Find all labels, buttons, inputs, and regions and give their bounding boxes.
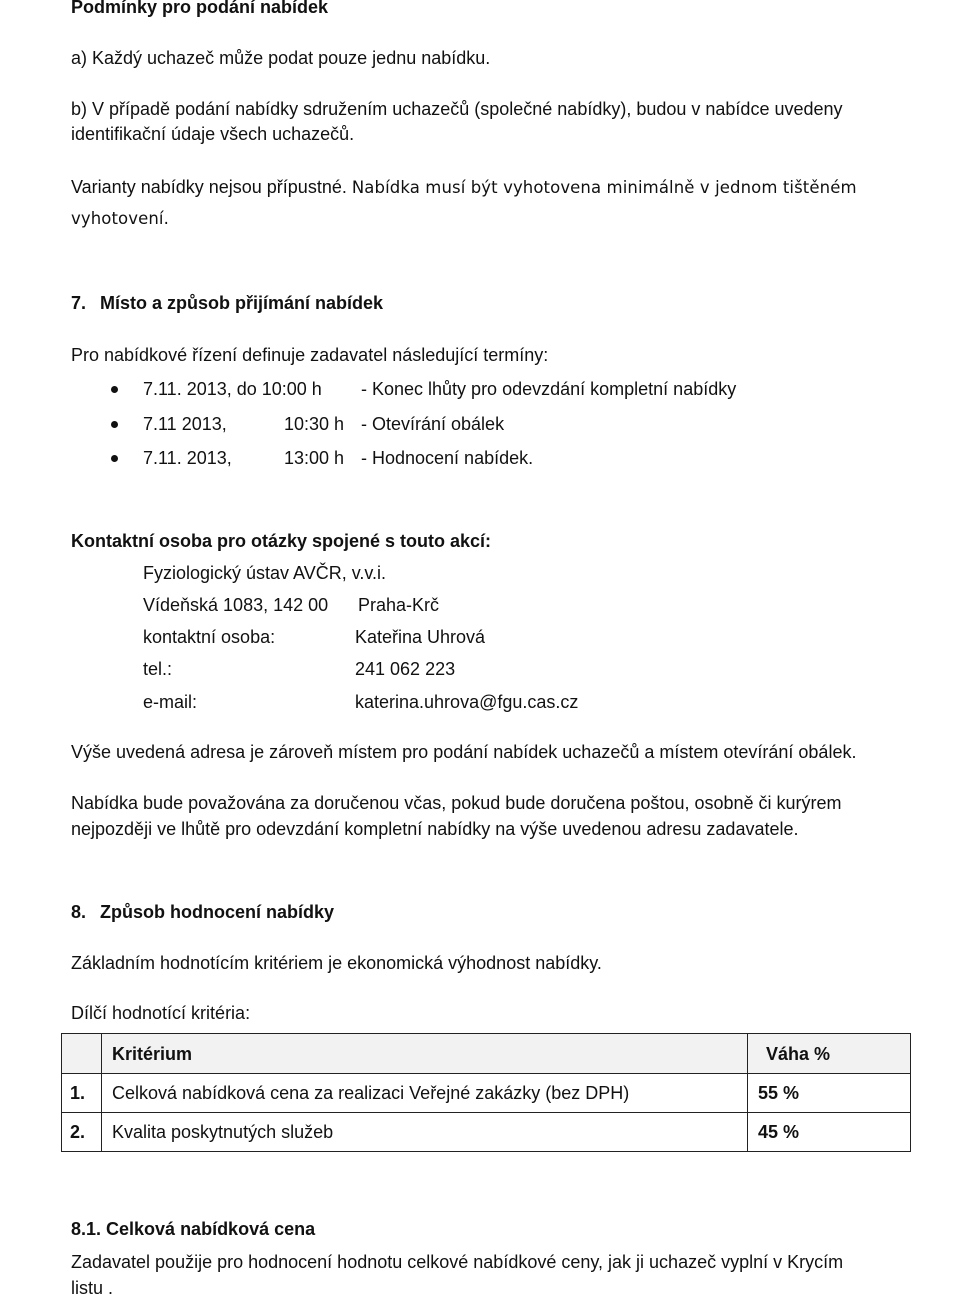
delivery-line1: Nabídka bude považována za doručenou včas, pokud bude doručena poštou, osobně či kurýrem (71, 793, 842, 813)
row-number: 2. (62, 1113, 102, 1152)
table-row (62, 1113, 911, 1152)
section8-1-text-line1: Zadavatel použije pro hodnocení hodnotu celkové nabídkové ceny, jak ji uchazeč vyplní v Krycím (71, 1252, 844, 1272)
section7-intro: Pro nabídkové řízení definuje zadavatel následující termíny: (71, 345, 549, 365)
section8-1-text-line2: listu . (71, 1278, 114, 1298)
term-date: 7.11. 2013, do 10:00 h (143, 379, 322, 399)
term-desc: - Otevírání obálek (361, 414, 505, 434)
institution-name: Fyziologický ústav AVČR, v.v.i. (143, 563, 387, 583)
term-time: 10:30 h (284, 414, 345, 434)
bullet-icon (111, 386, 118, 393)
variants-part2: Nabídka musí být vyhotovena minimálně v jednom tištěném (351, 178, 857, 197)
term-desc: - Konec lhůty pro odevzdání kompletní nabídky (361, 379, 737, 399)
contact-heading: Kontaktní osoba pro otázky spojené s touto akcí: (71, 531, 492, 551)
bullet-icon (111, 421, 118, 428)
condition-b-line2: identifikační údaje všech uchazečů. (71, 124, 355, 144)
variants-line2: vyhotovení. (71, 209, 169, 228)
section8-1-title: 8.1. Celková nabídková cena (71, 1219, 316, 1239)
row-weight: 45 % (748, 1113, 911, 1152)
term-desc: - Hodnocení nabídek. (361, 448, 534, 468)
table-row (62, 1074, 911, 1113)
address-city: Praha-Krč (358, 595, 440, 615)
basic-criterion: Základním hodnotícím kritériem je ekonomická výhodnost nabídky. (71, 953, 602, 973)
header-weight: Váha % (748, 1034, 911, 1074)
term-time: 13:00 h (284, 448, 345, 468)
table-header-row (62, 1034, 911, 1074)
email-label: e-mail: (143, 692, 198, 712)
conditions-heading: Podmínky pro podání nabídek (71, 0, 329, 17)
section7-title: Místo a způsob přijímání nabídek (100, 293, 384, 313)
section8-title: Způsob hodnocení nabídky (100, 902, 334, 922)
address-street: Vídeňská 1083, 142 00 (143, 595, 329, 615)
condition-a: a) Každý uchazeč může podat pouze jednu nabídku. (71, 48, 491, 68)
contact-person-name: Kateřina Uhrová (355, 627, 486, 647)
variants-part1: Varianty nabídky nejsou přípustné. (71, 177, 347, 197)
header-num-cell (62, 1034, 102, 1074)
row-criterion: Celková nabídková cena za realizaci Veřejné zakázky (bez DPH) (102, 1074, 748, 1113)
delivery-line2: nejpozději ve lhůtě pro odevzdání kompletní nabídky na výše uvedenou adresu zadavatele. (71, 819, 799, 839)
condition-b-line1: b) V případě podání nabídky sdružením uchazečů (společné nabídky), budou v nabídce uvedeny (71, 99, 843, 119)
row-number: 1. (62, 1074, 102, 1113)
contact-person-label: kontaktní osoba: (143, 627, 276, 647)
tel-value: 241 062 223 (355, 659, 456, 679)
section8-number: 8. (71, 902, 87, 922)
variants-line1 (71, 176, 857, 199)
term-date: 7.11. 2013, (143, 448, 232, 468)
sub-criteria-label: Dílčí hodnotící kritéria: (71, 1003, 251, 1023)
tel-label: tel.: (143, 659, 173, 679)
criteria-table (61, 1033, 911, 1152)
row-weight: 55 % (748, 1074, 911, 1113)
term-date: 7.11 2013, (143, 414, 227, 434)
email-value: katerina.uhrova@fgu.cas.cz (355, 692, 579, 712)
bullet-icon (111, 455, 118, 462)
header-criterion: Kritérium (102, 1034, 748, 1074)
row-criterion: Kvalita poskytnutých služeb (102, 1113, 748, 1152)
address-note: Výše uvedená adresa je zároveň místem pro podání nabídek uchazečů a místem otevírání obálek. (71, 742, 857, 762)
section7-number: 7. (71, 293, 87, 313)
